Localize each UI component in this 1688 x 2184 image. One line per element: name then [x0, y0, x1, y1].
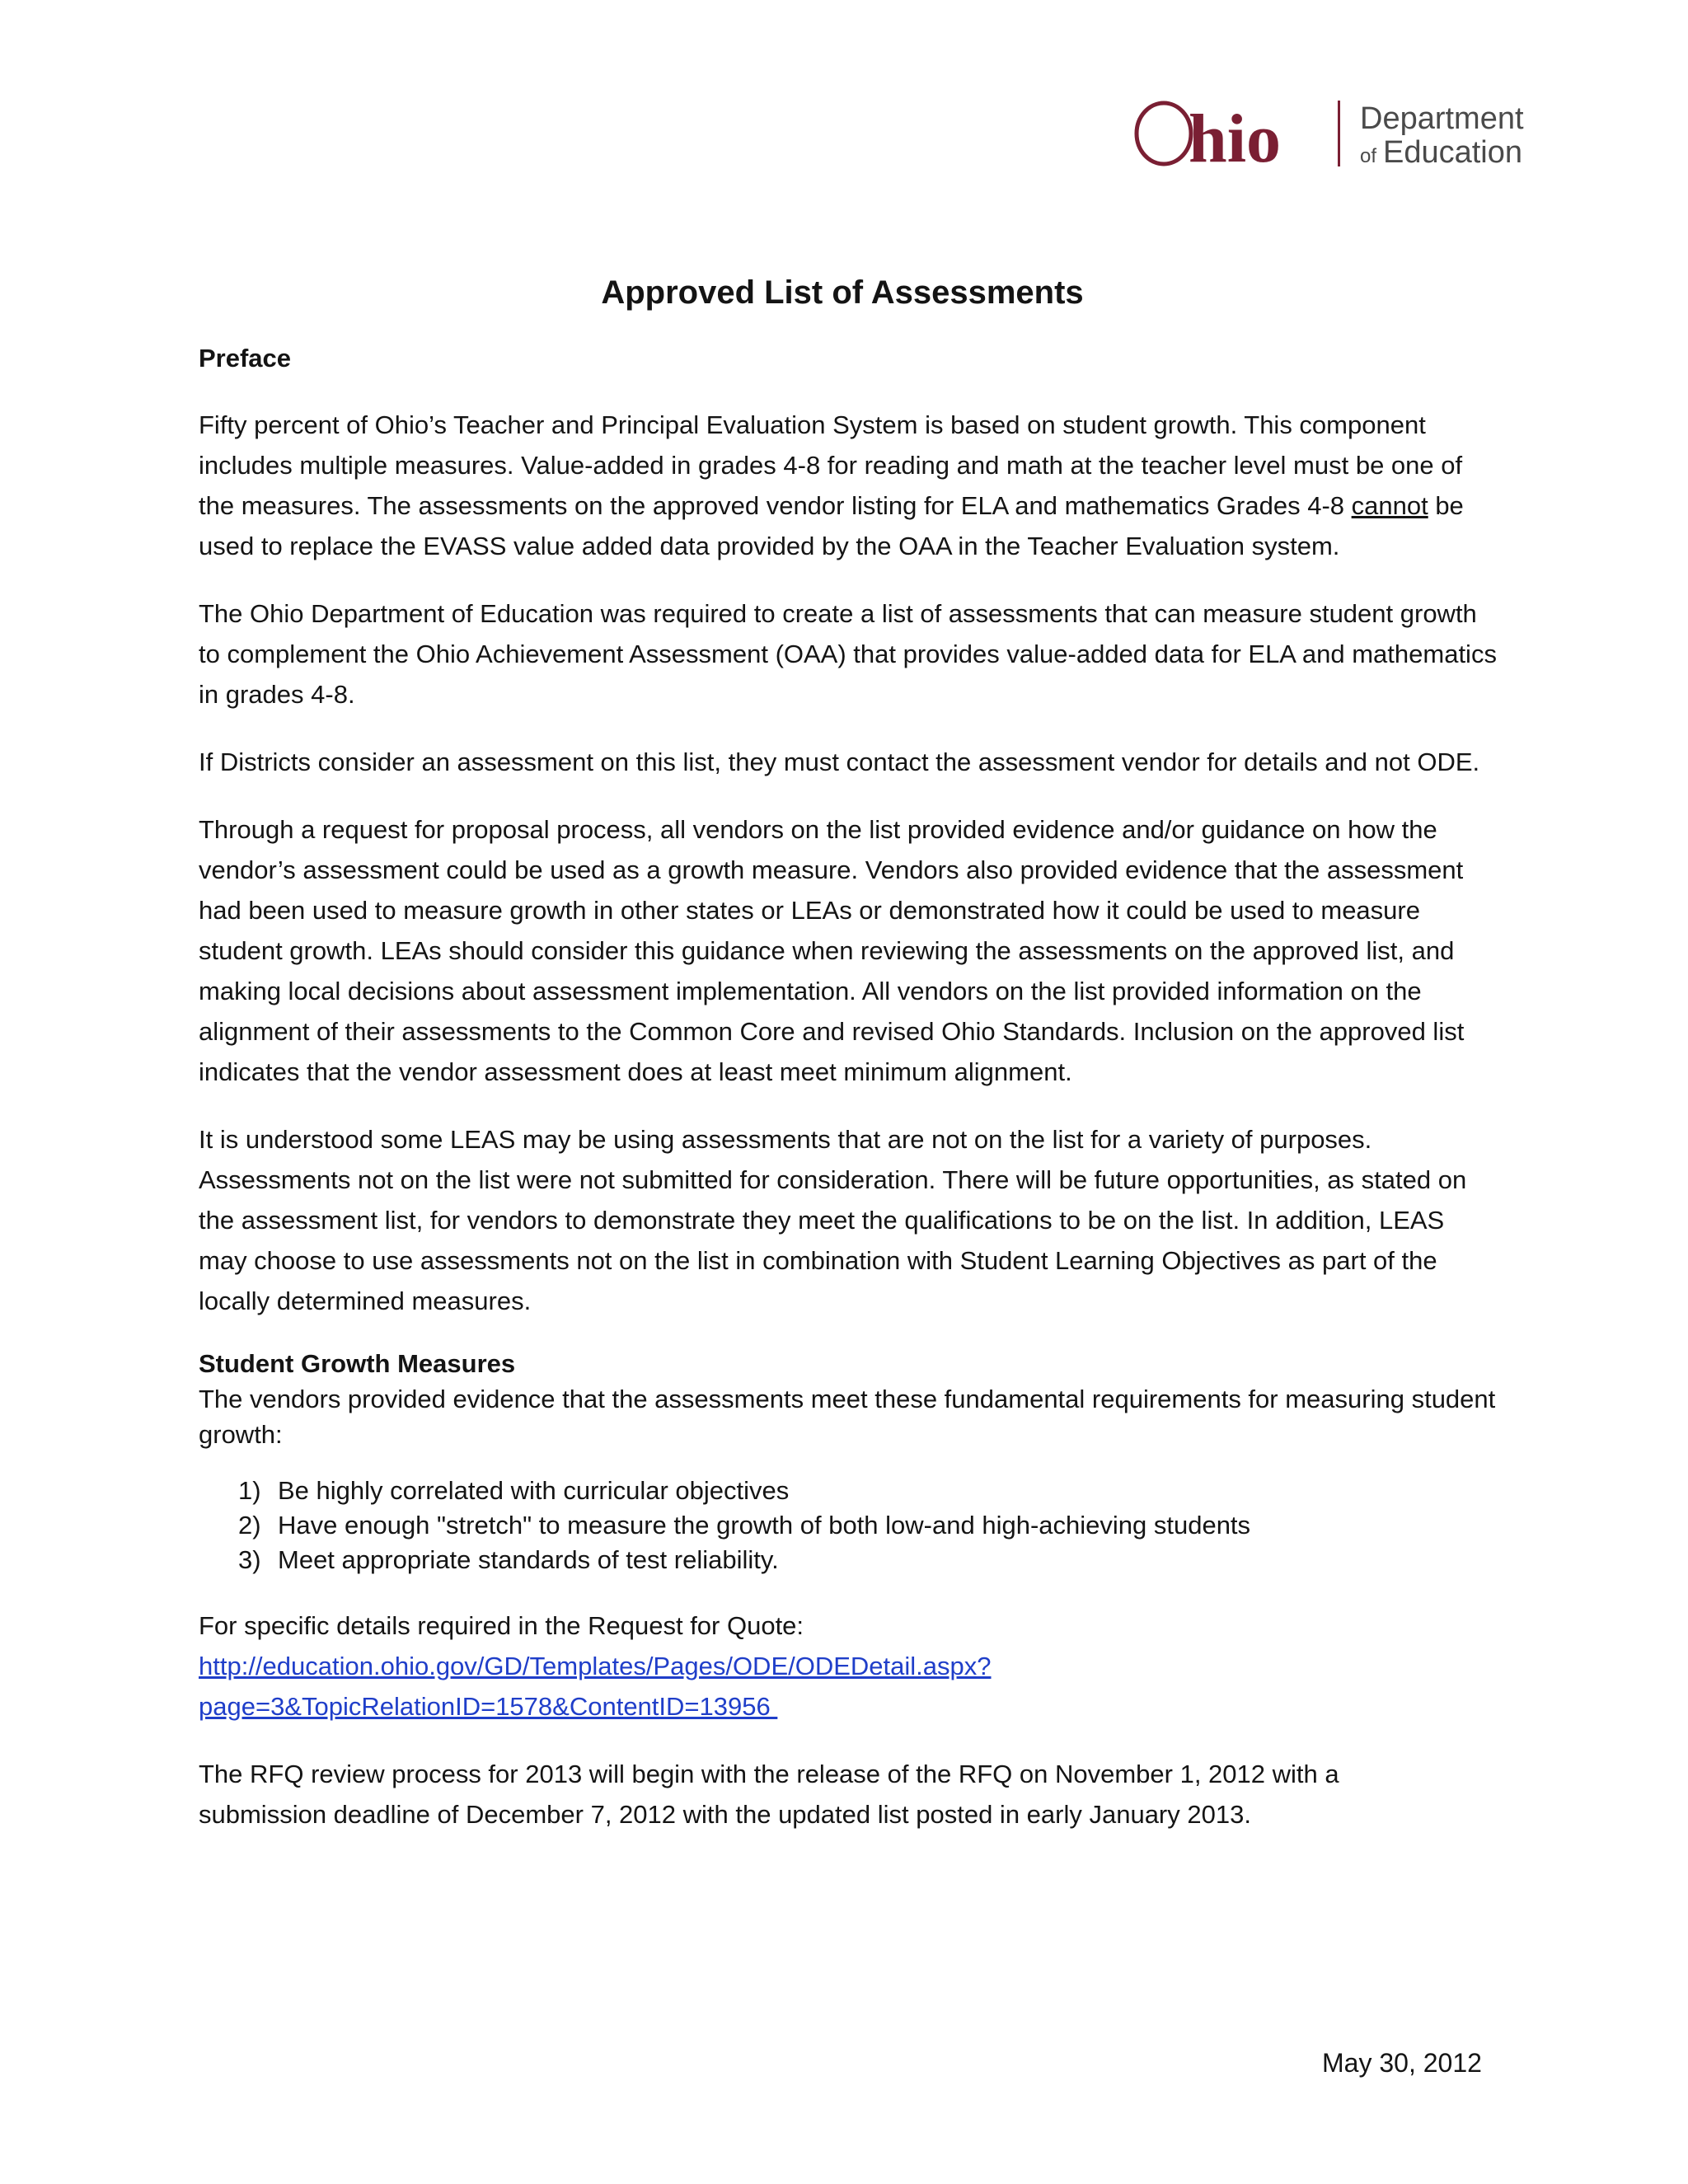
rfq-link-line-1: http://education.ohio.gov/GD/Templates/Pages/ODE/ODEDetail.aspx?	[199, 1652, 992, 1680]
svg-text:hio: hio	[1189, 101, 1282, 177]
preface-paragraph-3: If Districts consider an assessment on this list, they must contact the assessment vendor for details and not ODE.	[199, 748, 1480, 776]
list-item	[199, 1508, 1567, 1543]
document-date: May 30, 2012	[1322, 2048, 1482, 2078]
rfq-link[interactable]	[199, 1646, 1567, 1727]
rfq-intro: For specific details required in the Request for Quote:	[199, 1611, 804, 1640]
cannot-underlined: cannot	[1351, 491, 1428, 520]
list-number: 2)	[238, 1511, 261, 1540]
svg-text:Department: Department	[1360, 101, 1524, 136]
list-number: 1)	[238, 1476, 261, 1505]
list-item	[199, 1474, 1567, 1508]
rfq-closing-paragraph: The RFQ review process for 2013 will begin with the release of the RFQ on November 1, 2012 with a submission deadline of December 7, 2012 with the updated list posted in early January 2013.	[199, 1760, 1339, 1829]
page-title: Approved List of Assessments	[601, 274, 1084, 311]
list-item	[199, 1543, 1567, 1577]
student-growth-heading: Student Growth Measures	[199, 1349, 516, 1378]
list-text: Meet appropriate standards of test reliability.	[278, 1545, 779, 1574]
preface-paragraph-1	[199, 405, 1486, 566]
svg-text:Education: Education	[1383, 135, 1523, 170]
svg-text:of: of	[1360, 145, 1377, 167]
preface-paragraph-4: Through a request for proposal process, all vendors on the list provided evidence and/or guidance on how the vendor’s assessment could be used as a growth measure. Vendors also provided evidence that the assessment had been used to measure growth in other states or LEAs or demonstrated how it could be used to measure student growth. LEAs should consider this guidance when reviewing the assessments on the approved list, and making local decisions about assessment implementation. All vendors on the list provided information on the alignment of their assessments to the Common Core and revised Ohio Standards. Inclusion on the approved list indicates that the vendor assessment does at least meet minimum alignment.	[199, 815, 1465, 1086]
student-growth-intro: The vendors provided evidence that the assessments meet these fundamental requirements for measuring student growth:	[199, 1385, 1496, 1449]
preface-p1-start: Fifty percent of Ohio’s Teacher and Principal Evaluation System is based on student growth. This component includes multiple measures. Value-added in grades 4-8 for reading and math at the teacher level must be one of the measures. The assessments on the approved vendor listing for ELA and mathematics Grades 4-8	[199, 410, 1463, 520]
rfq-link-line-2: page=3&TopicRelationID=1578&ContentID=13956	[199, 1692, 778, 1721]
requirements-list	[199, 1474, 1567, 1577]
ohio-department-of-education-logo	[1131, 91, 1543, 181]
list-text: Be highly correlated with curricular objectives	[278, 1476, 790, 1505]
preface-heading: Preface	[199, 344, 292, 373]
list-text: Have enough "stretch" to measure the growth of both low-and high-achieving students	[278, 1511, 1251, 1540]
preface-paragraph-2: The Ohio Department of Education was required to create a list of assessments that can measure student growth to complement the Ohio Achievement Assessment (OAA) that provides value-added data for ELA and mathematics in grades 4-8.	[199, 599, 1497, 709]
preface-p1-end: be used to replace the EVASS value added data provided by the OAA in the Teacher Evaluation system.	[199, 491, 1464, 560]
preface-paragraph-5: It is understood some LEAS may be using assessments that are not on the list for a variety of purposes. Assessments not on the list were not submitted for consideration. There will be future opportunities, as stated on the assessment list, for vendors to demonstrate they meet the qualifications to be on the list. In addition, LEAS may choose to use assessments not on the list in combination with Student Learning Objectives as part of the locally determined measures.	[199, 1125, 1467, 1315]
document-body	[199, 264, 1567, 1835]
list-number: 3)	[238, 1545, 261, 1574]
